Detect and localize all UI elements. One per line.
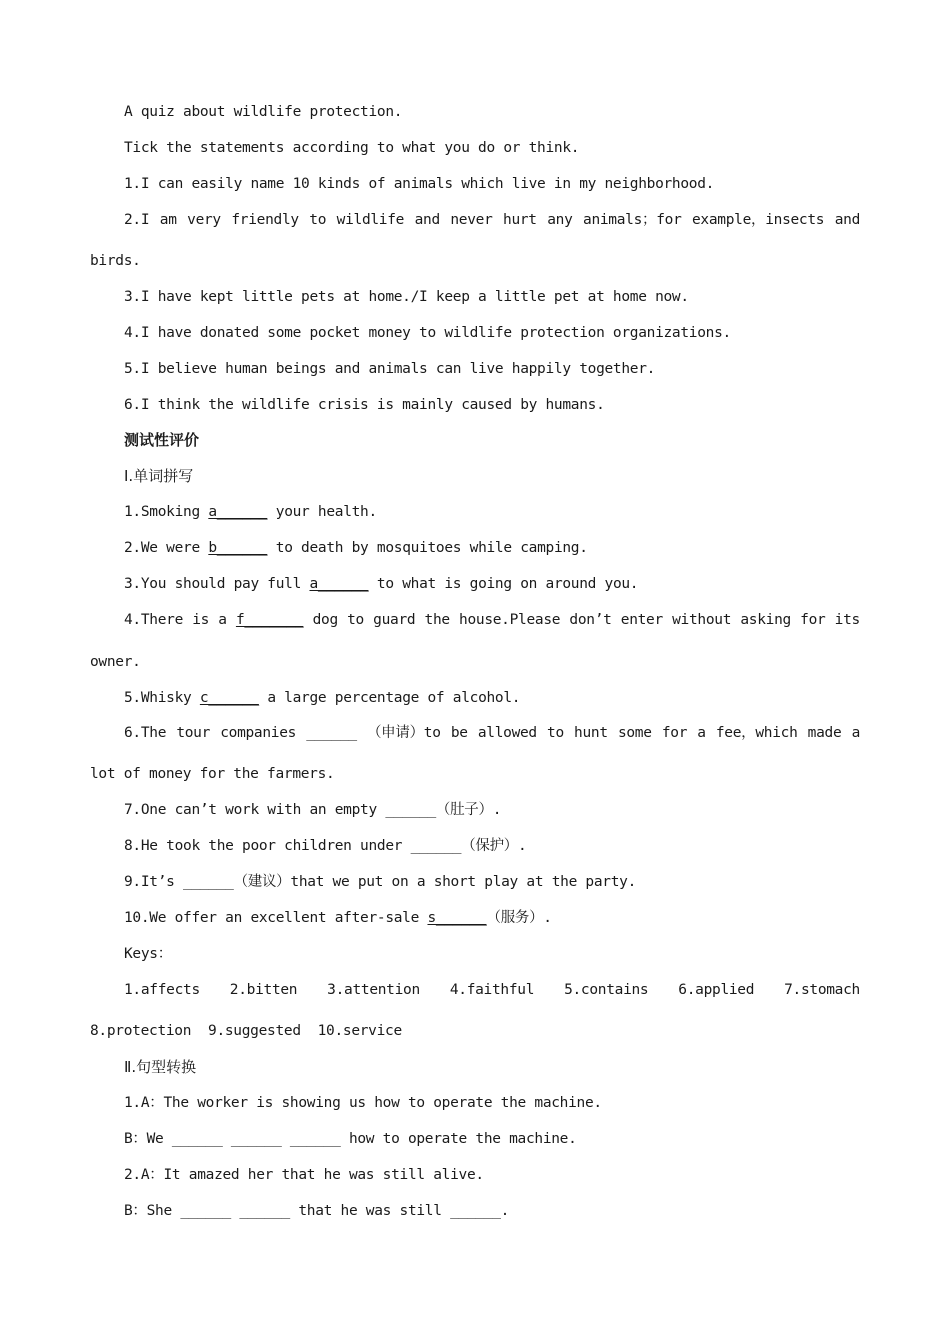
question-1: 1.Smoking a______ your health. <box>124 504 377 520</box>
part1-title: Ⅰ.单词拼写 <box>124 467 194 485</box>
word: 4.faithful <box>449 982 535 998</box>
question-3: 3.You should pay full a______ to what is going on around you. <box>124 576 639 592</box>
word: friendly <box>231 212 299 228</box>
word: hunt <box>574 725 608 741</box>
word: am <box>159 212 177 228</box>
word: very <box>187 212 221 228</box>
word: be <box>450 725 468 741</box>
keys-line <box>124 981 860 999</box>
statement-1: 1.I can easily name 10 kinds of animals which live in my neighborhood. <box>124 176 715 192</box>
question-4-continued: owner. <box>90 654 141 670</box>
blank: a______ <box>208 504 268 520</box>
question-5: 5.Whisky c______ a large percentage of alcohol. <box>124 690 521 706</box>
question-8: 8.He took the poor children under ______（保护）. <box>124 838 527 854</box>
word: 4.There <box>124 612 184 628</box>
word: don’t <box>569 612 612 628</box>
word: a <box>851 725 860 741</box>
word: asking <box>740 612 791 628</box>
word: for <box>800 612 826 628</box>
word: a <box>697 725 706 741</box>
word: 2.I <box>124 212 150 228</box>
word: the <box>424 612 450 628</box>
word: enter <box>620 612 663 628</box>
word: 6.The <box>124 725 167 741</box>
word: 1.affects <box>124 982 200 998</box>
word: 5.contains <box>564 982 649 998</box>
word: house.Please <box>459 612 561 628</box>
word: to <box>347 612 364 628</box>
word: ______ <box>306 725 357 741</box>
pair-1-b: B：We ______ ______ ______ how to operate the machine. <box>124 1131 577 1147</box>
word: without <box>672 612 732 628</box>
word: to <box>309 212 327 228</box>
statement-4: 4.I have donated some pocket money to wildlife protection organizations. <box>124 325 731 341</box>
pair-1-a: 1.A：The worker is showing us how to operate the machine. <box>124 1095 602 1111</box>
part2-title: Ⅱ.句型转换 <box>124 1058 197 1076</box>
word: fee，which <box>715 725 798 741</box>
word: a <box>218 612 227 628</box>
word: any <box>547 212 573 228</box>
blank: s______ <box>427 910 487 926</box>
statement-3: 3.I have kept little pets at home./I keep a little pet at home now. <box>124 289 689 305</box>
question-6 <box>124 724 860 742</box>
question-9: 9.It’s ______（建议）that we put on a short play at the party. <box>124 874 637 890</box>
word: companies <box>220 725 297 741</box>
word: made <box>807 725 842 741</box>
question-10: 10.We offer an excellent after-sale s______（服务）. <box>124 910 552 926</box>
word: hurt <box>503 212 537 228</box>
word: and <box>414 212 440 228</box>
word: to <box>547 725 564 741</box>
quiz-title: A quiz about wildlife protection. <box>124 104 403 120</box>
word: allowed <box>477 725 537 741</box>
question-4 <box>124 611 860 629</box>
statement-6: 6.I think the wildlife crisis is mainly caused by humans. <box>124 397 605 413</box>
question-2: 2.We were b______ to death by mosquitoes while camping. <box>124 540 588 556</box>
word: 2.bitten <box>229 982 298 998</box>
pair-2-a: 2.A：It amazed her that he was still alive. <box>124 1167 484 1183</box>
word: is <box>192 612 210 628</box>
word: animals；for <box>583 212 682 228</box>
keys-line-continued: 8.protection 9.suggested 10.service <box>90 1023 402 1039</box>
blank: a______ <box>309 576 369 592</box>
statement-2-continued: birds. <box>90 253 141 269</box>
word: wildlife <box>336 212 405 228</box>
word: 7.stomach <box>784 982 860 998</box>
word: （申请）to <box>366 725 441 741</box>
word: 3.attention <box>327 982 420 998</box>
quiz-instruction: Tick the statements according to what you do or think. <box>124 140 580 156</box>
statement-2 <box>124 211 860 229</box>
statement-5: 5.I believe human beings and animals can live happily together. <box>124 361 656 377</box>
blank: b______ <box>208 540 268 556</box>
word: for <box>661 725 688 741</box>
pair-2-b: B：She ______ ______ that he was still ______. <box>124 1203 510 1219</box>
word: guard <box>373 612 416 628</box>
word: tour <box>176 725 211 741</box>
question-7: 7.One can’t work with an empty ______（肚子）. <box>124 802 502 818</box>
word: its <box>834 612 860 628</box>
evaluation-heading: 测试性评价 <box>124 431 200 449</box>
word: 6.applied <box>678 982 755 998</box>
word: never <box>450 212 493 228</box>
question-6-continued: lot of money for the farmers. <box>90 766 335 782</box>
blank: c______ <box>199 690 259 706</box>
word: example，insects <box>692 212 825 228</box>
word: f_______ <box>235 612 304 628</box>
word: some <box>617 725 652 741</box>
word: dog <box>312 612 338 628</box>
word: and <box>834 212 860 228</box>
keys-label: Keys： <box>124 946 172 962</box>
